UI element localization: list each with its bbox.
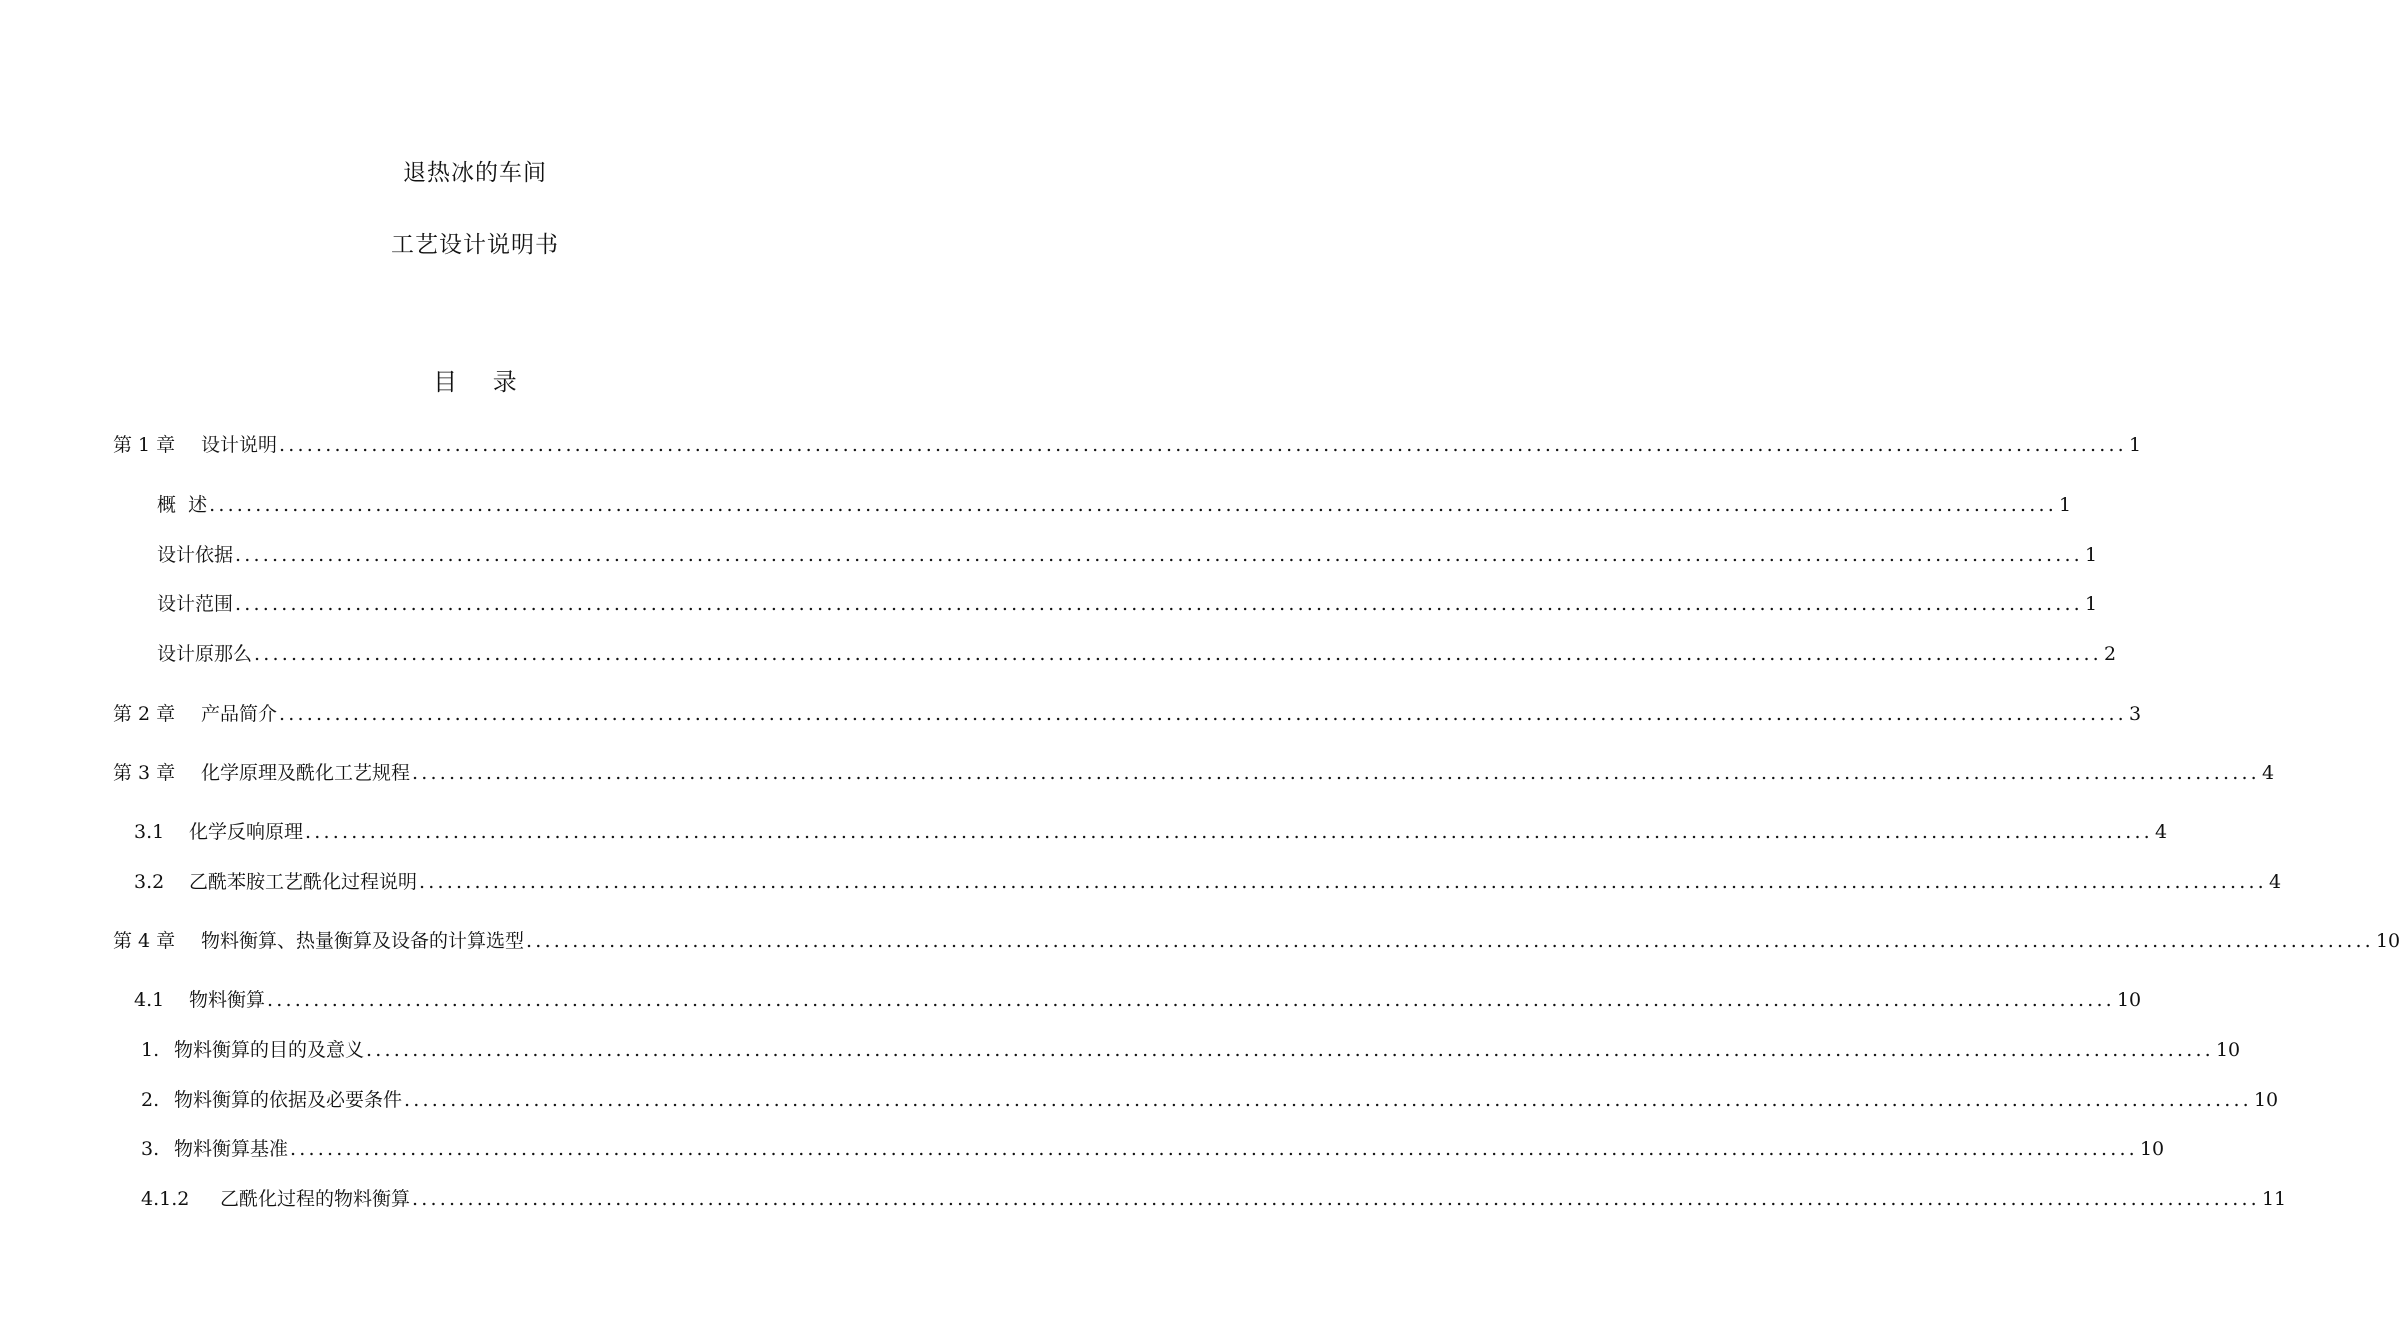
toc-entry[interactable] [157,492,2072,518]
toc-entry-page: 10 [2375,930,2400,952]
toc-leader-dots: ........................................................................................................................................................................................................ [267,989,2115,1011]
toc-entry-number: 第 1 章 [113,434,176,456]
document-title: 退热冰的车间 [403,160,547,186]
toc-leader-dots: ........................................................................................................................................................................................................ [279,434,2127,456]
toc-entry-page: 2 [2103,643,2117,665]
toc-entry-page: 10 [2139,1138,2165,1160]
toc-entry[interactable] [113,928,2400,954]
toc-entry-page: 10 [2116,989,2142,1011]
toc-leader-dots: ........................................................................................................................................................................................................ [279,703,2127,725]
toc-entry-page: 1 [2084,544,2098,566]
toc-entry-number: 1. [141,1039,160,1061]
toc-entry-number: 3.2 [134,871,165,893]
toc-entry[interactable] [141,1136,2165,1162]
toc-leader-dots: ........................................................................................................................................................................................................ [412,762,2260,784]
toc-entry-page: 4 [2261,762,2275,784]
toc-entry-title: 设计原那么 [157,643,253,665]
toc-entry-number: 4.1.2 [141,1188,190,1210]
toc-entry-title: 物料衡算基准 [174,1138,289,1160]
toc-entry-page: 1 [2059,494,2072,516]
toc-entry[interactable] [157,542,2098,568]
toc-entry-title: 化学原理及酰化工艺规程 [201,762,411,784]
toc-entry-number: 第 4 章 [113,930,176,952]
toc-leader-dots: ........................................................................................................................................................................................................ [235,593,2083,615]
toc-entry-page: 4 [2154,821,2168,843]
toc-leader-dots: ........................................................................................................................................................................................................ [235,544,2083,566]
toc-entry-page: 10 [2215,1039,2241,1061]
toc-entry-page: 10 [2253,1089,2279,1111]
toc-entry-title: 物料衡算的目的及意义 [174,1039,365,1061]
toc-entry[interactable] [134,819,2168,845]
toc-entry-number: 第 3 章 [113,762,176,784]
toc-leader-dots: ........................................................................................................................................................................................................ [209,494,2058,516]
toc-entry-title: 设计范围 [157,593,234,615]
toc-entry[interactable] [157,641,2117,667]
toc-entry-title: 物料衡算、热量衡算及设备的计算选型 [201,930,525,952]
toc-leader-dots: ........................................................................................................................................................................................................ [412,1188,2260,1210]
toc-entry-title: 化学反响原理 [189,821,304,843]
toc-entry-page: 1 [2084,593,2098,615]
toc-entry[interactable] [134,987,2142,1013]
toc-entry-title: 设计依据 [157,544,234,566]
toc-entry[interactable] [141,1037,2241,1063]
toc-entry[interactable] [141,1186,2287,1212]
toc-leader-dots: ........................................................................................................................................................................................................ [404,1089,2252,1111]
toc-entry-number: 第 2 章 [113,703,176,725]
toc-leader-dots: ........................................................................................................................................................................................................ [366,1039,2214,1061]
toc-leader-dots: ........................................................................................................................................................................................................ [419,871,2267,893]
toc-entry-page: 3 [2128,703,2142,725]
toc-entry-number: 2. [141,1089,160,1111]
toc-leader-dots: ........................................................................................................................................................................................................ [526,930,2374,952]
toc-entry[interactable] [113,432,2142,458]
toc-leader-dots: ........................................................................................................................................................................................................ [290,1138,2138,1160]
toc-entry-page: 11 [2261,1188,2287,1210]
toc-leader-dots: ........................................................................................................................................................................................................ [254,643,2102,665]
toc-entry[interactable] [157,591,2098,617]
toc-entry-title: 产品简介 [201,703,278,725]
toc-entry-number: 4.1 [134,989,165,1011]
toc-entry[interactable] [141,1087,2279,1113]
toc-entry-number: 3. [141,1138,160,1160]
toc-entry-title: 物料衡算的依据及必要条件 [174,1089,403,1111]
toc-entry-title: 物料衡算 [189,989,266,1011]
document-subtitle: 工艺设计说明书 [391,232,559,258]
toc-entry[interactable] [134,869,2282,895]
toc-entry-page: 1 [2128,434,2142,456]
toc-entry[interactable] [113,760,2275,786]
toc-entry-title: 设计说明 [201,434,278,456]
toc-entry-title: 乙酰化过程的物料衡算 [220,1188,411,1210]
toc-entry-page: 4 [2268,871,2282,893]
toc-entry-title: 乙酰苯胺工艺酰化过程说明 [189,871,418,893]
toc-entry[interactable] [113,701,2142,727]
toc-entry-title: 概 述 [157,494,208,516]
toc-leader-dots: ........................................................................................................................................................................................................ [305,821,2153,843]
toc-entry-number: 3.1 [134,821,165,843]
toc-heading: 目 录 [433,368,531,396]
